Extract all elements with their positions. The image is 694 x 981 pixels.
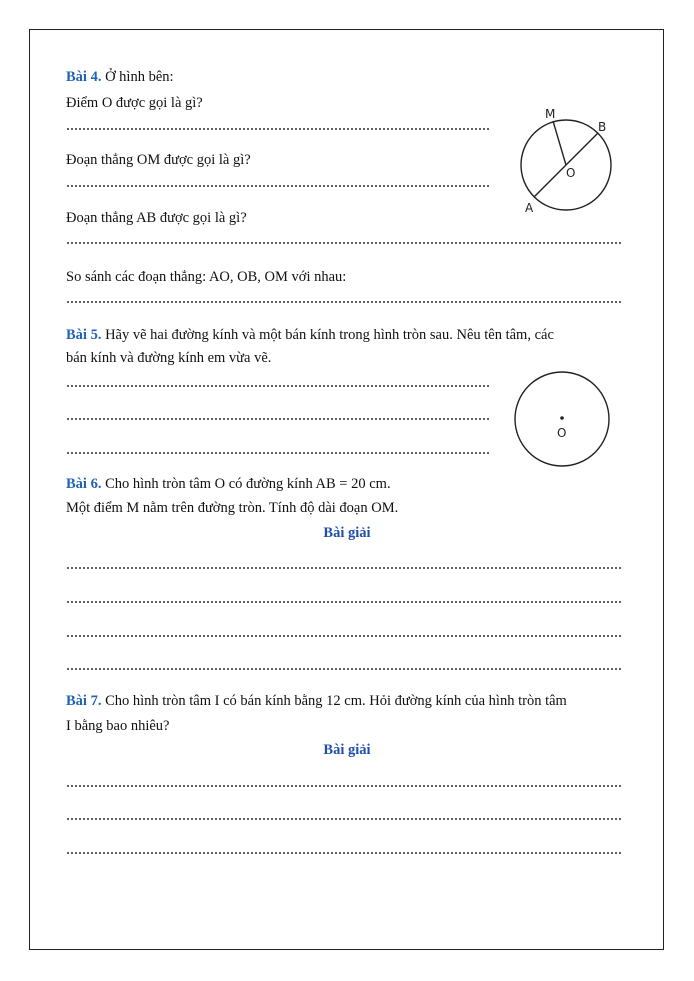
answer-line[interactable] xyxy=(66,784,621,788)
label-b: B xyxy=(598,120,607,134)
label-o: O xyxy=(566,166,576,180)
center-point xyxy=(560,416,564,420)
answer-line[interactable] xyxy=(66,851,621,855)
answer-line[interactable] xyxy=(66,667,621,671)
label-o: O xyxy=(557,426,567,440)
answer-line[interactable] xyxy=(66,634,621,638)
bai6-title: Bài 6. xyxy=(66,476,102,492)
bai5-line-2: bán kính và đường kính em vừa vẽ. xyxy=(66,350,272,366)
bai4-title: Bài 4. xyxy=(66,69,102,85)
bai7-line-1: Bài 7. Cho hình tròn tâm I có bán kính bằng 12 cm. Hỏi đường kính của hình tròn tâm xyxy=(66,693,567,709)
bai4-intro: Bài 4. Ở hình bên: xyxy=(66,69,174,85)
bai5-line-1: Bài 5. Hãy vẽ hai đường kính và một bán kính trong hình tròn sau. Nêu tên tâm, các xyxy=(66,327,554,343)
bai5-title: Bài 5. xyxy=(66,327,102,343)
bai7-title: Bài 7. xyxy=(66,693,102,709)
bai6-line-1: Bài 6. Cho hình tròn tâm O có đường kính AB = 20 cm. xyxy=(66,476,391,492)
label-a: A xyxy=(525,201,534,215)
bai4-question-1: Điểm O được gọi là gì? xyxy=(66,95,203,111)
answer-line[interactable] xyxy=(66,600,621,604)
bai7-line-2: I bằng bao nhiêu? xyxy=(66,718,170,734)
bai7-heading: Bài giải xyxy=(323,742,371,758)
answer-line[interactable] xyxy=(66,566,621,570)
bai6-line-2: Một điểm M nằm trên đường tròn. Tính độ dài đoạn OM. xyxy=(66,500,399,516)
answer-line[interactable] xyxy=(66,817,621,821)
bai4-question-3: Đoạn thẳng AB được gọi là gì? xyxy=(66,210,247,226)
bai6-heading: Bài giải xyxy=(323,525,371,541)
bai4-question-4: So sánh các đoạn thẳng: AO, OB, OM với nhau: xyxy=(66,269,347,285)
bai4-question-2: Đoạn thẳng OM được gọi là gì? xyxy=(66,152,251,168)
label-m: M xyxy=(545,107,556,121)
